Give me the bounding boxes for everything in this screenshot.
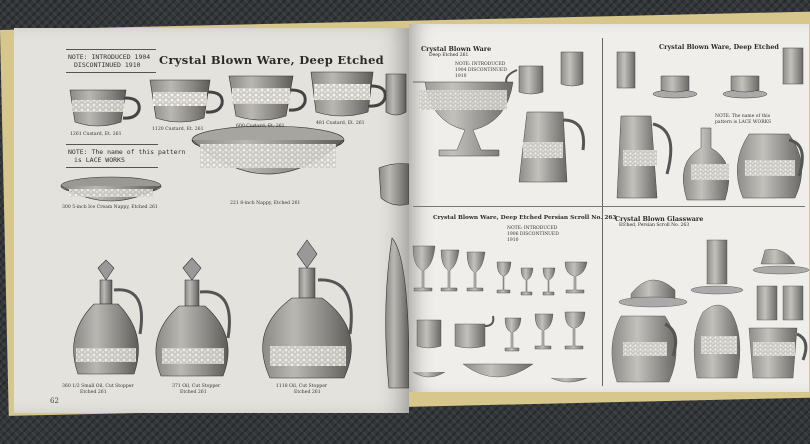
caption-oil-1118-line1: 1118 Oil, Cut Stopper bbox=[276, 384, 328, 389]
caption-custard-600: 600 Custard, Et. 261 bbox=[236, 124, 285, 129]
nappy-221 bbox=[192, 126, 344, 174]
right-page bbox=[409, 24, 809, 392]
caption-custard-481: 481 Custard, Et. 261 bbox=[316, 121, 365, 126]
q2-title: Crystal Blown Ware, Deep Etched bbox=[659, 43, 779, 51]
caption-oil-1118-line2: Etched 261 bbox=[294, 390, 321, 395]
q1-subtitle: Deep Etched 261 bbox=[429, 53, 469, 58]
caption-nappy-small: 300 5-inch Ice Cream Nappy, Etched 261 bbox=[62, 205, 158, 210]
q1-note: NOTE: INTRODUCED 1904 DISCONTINUED 1910 bbox=[455, 62, 507, 79]
custard-cup-1120 bbox=[150, 80, 222, 122]
caption-oil-371-line1: 371 Oil, Cut Stopper bbox=[172, 384, 221, 389]
caption-oil-360-line2: Etched 261 bbox=[80, 390, 107, 395]
note-lace-works bbox=[68, 148, 185, 164]
q1-glassware bbox=[413, 52, 584, 182]
note-lace-line1: NOTE: The name of this pattern bbox=[68, 148, 186, 156]
partial-cruet bbox=[386, 238, 409, 388]
oil-cruet-371 bbox=[156, 258, 230, 376]
lace-note-rule-top bbox=[66, 144, 158, 145]
q2-note: NOTE: The name of this pattern is LACE WORKS bbox=[715, 114, 772, 125]
caption-nappy-large: 221 8-inch Nappy, Etched 261 bbox=[230, 201, 301, 206]
q2-glassware bbox=[617, 48, 803, 200]
caption-oil-371-line2: Etched 261 bbox=[180, 390, 207, 395]
q4-glassware bbox=[612, 240, 809, 382]
note-lace-line2: is LACE WORKS bbox=[74, 156, 125, 164]
oil-cruet-360 bbox=[74, 260, 142, 374]
partial-custard-cup bbox=[386, 74, 406, 115]
lace-note-rule-bottom bbox=[66, 167, 158, 168]
q4-subtitle: Etched, Persian Scroll No. 263 bbox=[619, 223, 690, 228]
partial-nappy bbox=[379, 164, 409, 206]
note-introduced-text: NOTE: INTRODUCED 1904 bbox=[68, 53, 151, 61]
custard-cup-481 bbox=[311, 72, 385, 116]
custard-cup-1261 bbox=[70, 90, 139, 126]
custard-cup-600 bbox=[229, 76, 305, 120]
ice-cream-nappy-300 bbox=[61, 177, 161, 201]
q3-note: NOTE: INTRODUCED 1906 DISCONTINUED 1910 bbox=[507, 226, 559, 243]
page-number: 62 bbox=[50, 397, 59, 405]
oil-cruet-1118 bbox=[263, 240, 352, 378]
note-discontinued-text: DISCONTINUED 1910 bbox=[74, 61, 141, 69]
q3-title: Crystal Blown Ware, Deep Etched Persian Scroll No. 263 bbox=[433, 215, 617, 221]
caption-custard-1120: 1120 Custard, Et. 261 bbox=[152, 127, 204, 132]
open-catalog-book bbox=[6, 24, 810, 412]
caption-custard-1261: 1261 Custard, Et. 261 bbox=[70, 132, 122, 137]
q4-title: Crystal Blown Glassware bbox=[615, 215, 704, 223]
q3-stemware bbox=[413, 246, 587, 382]
right-page-illustrations bbox=[409, 24, 809, 392]
caption-oil-360-line1: 360 1/2 Small Oil, Cut Stopper bbox=[62, 384, 134, 389]
q1-title: Crystal Blown Ware bbox=[421, 45, 492, 53]
glassware-illustrations bbox=[14, 28, 409, 413]
page-title: Crystal Blown Ware, Deep Etched bbox=[159, 53, 385, 67]
left-page bbox=[14, 28, 409, 413]
